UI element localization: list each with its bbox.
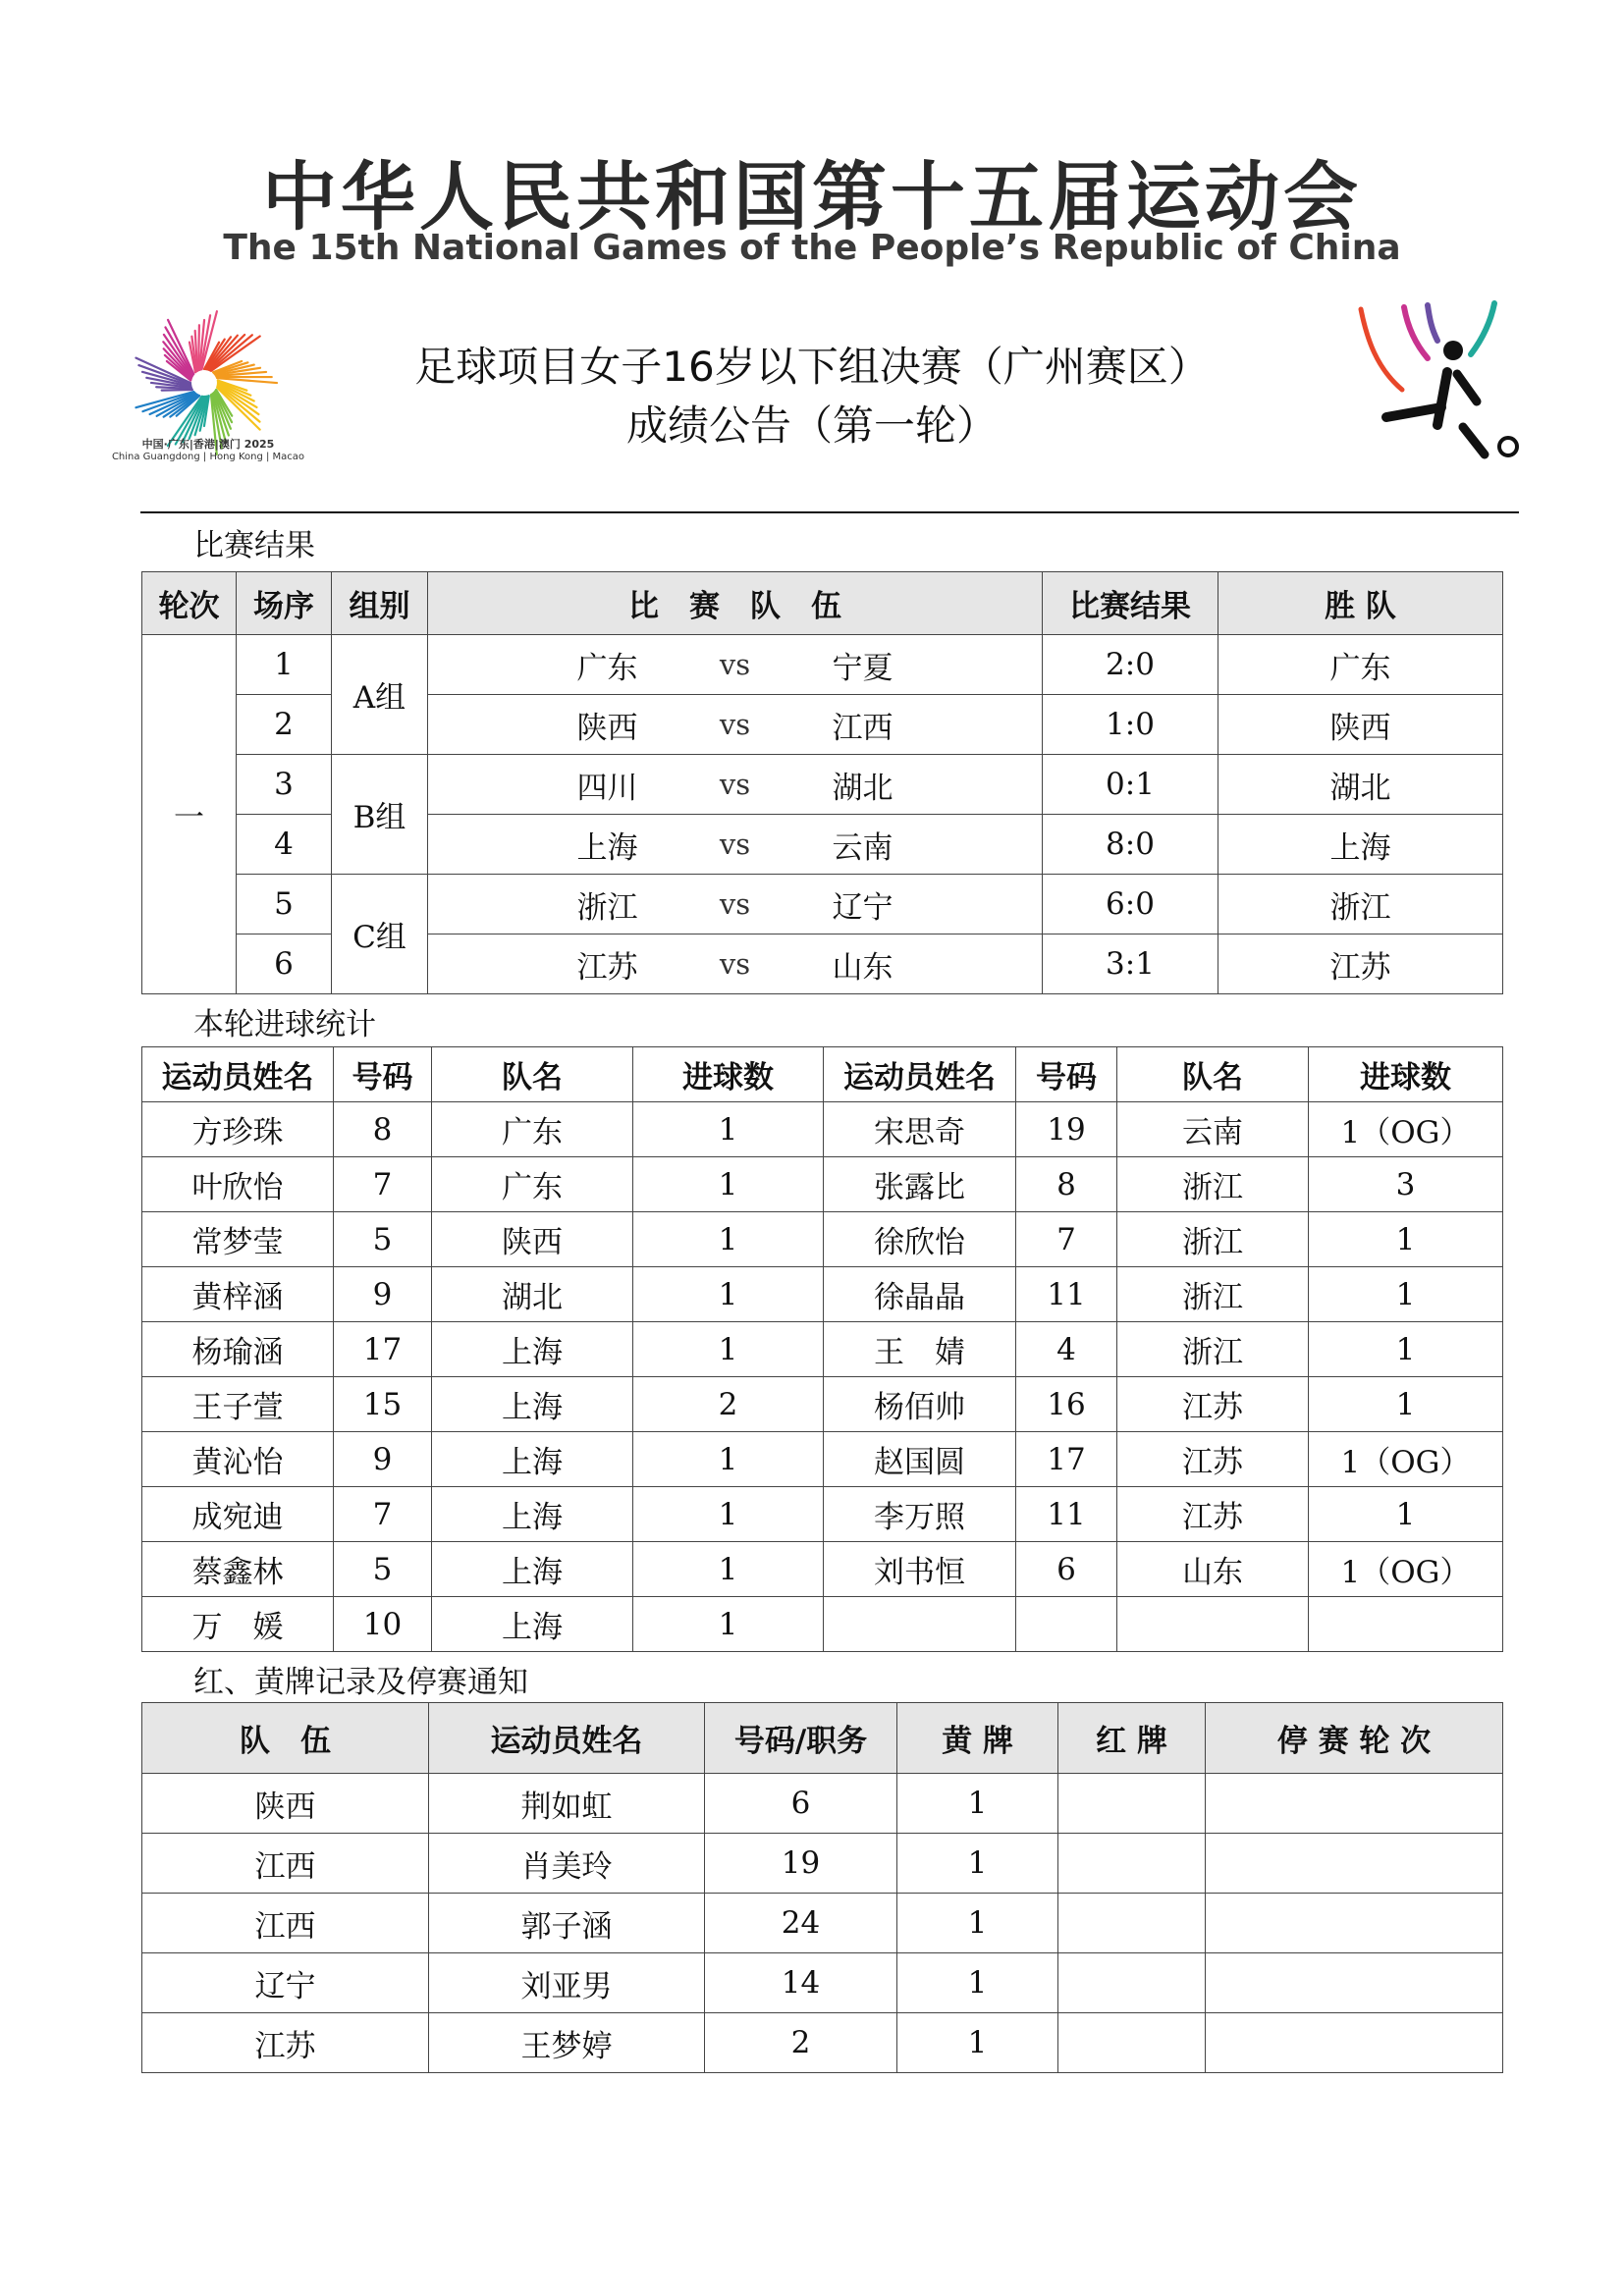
results-winner: 江苏 [1218,934,1503,994]
scorer-goals-right: 1（OG） [1309,1102,1503,1157]
results-home-team: 浙江 [576,889,638,926]
cards-row [142,1953,1503,2013]
results-match-no: 2 [237,695,332,755]
scorer-name-right: 杨佰帅 [824,1377,1016,1432]
results-vs-label: vs [719,828,751,861]
scorer-goals-left: 1 [633,1487,824,1542]
scorer-team-left: 上海 [432,1377,633,1432]
results-home-team: 四川 [576,770,638,806]
card-team: 江苏 [142,2013,429,2073]
scorer-team-left: 上海 [432,1487,633,1542]
scorer-name-right: 王 婧 [824,1322,1016,1377]
results-teams [428,875,1043,934]
results-group: B组 [332,755,428,875]
results-teams-wrap [428,643,1042,687]
scorer-team-right: 浙江 [1117,1212,1309,1267]
results-vs-label: vs [719,708,751,741]
card-yellow: 1 [897,1834,1058,1894]
scorer-number-left: 5 [334,1542,432,1597]
results-header-score: 比赛结果 [1043,572,1218,635]
scorer-goals-left: 1 [633,1597,824,1652]
scorer-number-left: 7 [334,1487,432,1542]
scorer-goals-right: 1 [1309,1267,1503,1322]
card-suspension [1206,1834,1503,1894]
scorers-row [142,1212,1503,1267]
scorers-row [142,1157,1503,1212]
scorers-row [142,1487,1503,1542]
results-header-teams: 比 赛 队 伍 [428,572,1043,635]
results-table [141,571,1503,994]
scorer-number-right [1016,1597,1117,1652]
results-away-team: 山东 [832,949,893,986]
card-number: 19 [705,1834,897,1894]
results-header-round: 轮次 [142,572,237,635]
logo-caption-cn: 中国·广东|香港|澳门 2025 [141,438,275,451]
cards-row [142,2013,1503,2073]
cards-header-yellow: 黄 牌 [897,1703,1058,1774]
results-away-team: 云南 [832,829,893,866]
results-score: 8:0 [1043,815,1218,875]
scorer-number-right: 16 [1016,1377,1117,1432]
scorer-goals-left: 1 [633,1157,824,1212]
scorer-name-right: 张露比 [824,1157,1016,1212]
results-home-team: 上海 [576,829,638,866]
results-winner: 陕西 [1218,695,1503,755]
card-player: 王梦婷 [429,2013,705,2073]
card-number: 2 [705,2013,897,2073]
scorer-name-right: 徐晶晶 [824,1267,1016,1322]
card-player: 荆如虹 [429,1774,705,1834]
results-teams [428,635,1043,695]
results-away-team: 辽宁 [832,889,893,926]
results-teams [428,815,1043,875]
card-player: 郭子涵 [429,1894,705,1953]
results-vs-label: vs [719,947,751,981]
card-red [1058,1774,1206,1834]
results-score: 0:1 [1043,755,1218,815]
cards-header-row [142,1703,1503,1774]
results-home-team: 广东 [576,650,638,686]
results-group: C组 [332,875,428,994]
scorer-team-right [1117,1597,1309,1652]
results-match-no: 5 [237,875,332,934]
scorers-header-goals-right: 进球数 [1309,1047,1503,1102]
scorer-name-left: 常梦莹 [142,1212,334,1267]
scorers-body [142,1102,1503,1652]
scorer-number-right: 6 [1016,1542,1117,1597]
scorer-number-left: 17 [334,1322,432,1377]
scorer-goals-left: 1 [633,1102,824,1157]
results-row [142,755,1503,815]
scorer-name-right: 徐欣怡 [824,1212,1016,1267]
scorers-row [142,1432,1503,1487]
results-header-row [142,572,1503,635]
card-team: 江西 [142,1894,429,1953]
cards-header-red: 红 牌 [1058,1703,1206,1774]
card-yellow: 1 [897,1774,1058,1834]
scorer-team-right: 江苏 [1117,1432,1309,1487]
results-winner: 湖北 [1218,755,1503,815]
scorer-team-left: 广东 [432,1102,633,1157]
scorers-row [142,1542,1503,1597]
scorer-number-right: 19 [1016,1102,1117,1157]
card-suspension [1206,2013,1503,2073]
scorers-header-number-left: 号码 [334,1047,432,1102]
scorer-team-left: 上海 [432,1597,633,1652]
results-header-group: 组别 [332,572,428,635]
scorer-team-right: 云南 [1117,1102,1309,1157]
scorer-number-left: 8 [334,1102,432,1157]
cards-header-suspension: 停 赛 轮 次 [1206,1703,1503,1774]
scorer-name-left: 万 媛 [142,1597,334,1652]
scorer-name-left: 方珍珠 [142,1102,334,1157]
results-teams [428,695,1043,755]
scorer-number-left: 9 [334,1432,432,1487]
cards-row [142,1834,1503,1894]
card-number: 14 [705,1953,897,2013]
event-title-en: The 15th National Games of the People’s Republic of China [223,228,1401,268]
card-yellow: 1 [897,2013,1058,2073]
scorer-goals-right: 1（OG） [1309,1542,1503,1597]
scorers-row [142,1267,1503,1322]
card-yellow: 1 [897,1894,1058,1953]
scorer-goals-right: 1 [1309,1322,1503,1377]
scorers-table [141,1046,1503,1652]
scorers-row [142,1377,1503,1432]
scorer-team-right: 江苏 [1117,1377,1309,1432]
scorers-header-name-right: 运动员姓名 [824,1047,1016,1102]
card-team: 辽宁 [142,1953,429,2013]
results-match-no: 1 [237,635,332,695]
results-vs-label: vs [719,648,751,681]
scorer-name-left: 杨瑜涵 [142,1322,334,1377]
results-score: 3:1 [1043,934,1218,994]
scorer-goals-left: 2 [633,1377,824,1432]
document-title-line1: 足球项目女子16岁以下组决赛（广州赛区） [414,343,1210,391]
results-header-match-no: 场序 [237,572,332,635]
results-vs-label: vs [719,887,751,921]
scorers-header-name-left: 运动员姓名 [142,1047,334,1102]
scorer-number-right: 8 [1016,1157,1117,1212]
scorer-team-right: 浙江 [1117,1322,1309,1377]
scorer-team-left: 湖北 [432,1267,633,1322]
scorer-name-left: 叶欣怡 [142,1157,334,1212]
scorer-number-left: 10 [334,1597,432,1652]
results-away-team: 湖北 [832,770,893,806]
scorer-name-left: 蔡鑫林 [142,1542,334,1597]
scorer-goals-left: 1 [633,1432,824,1487]
card-yellow: 1 [897,1953,1058,2013]
logo-caption-en: China Guangdong | Hong Kong | Macao [111,452,305,462]
results-match-no: 3 [237,755,332,815]
scorers-header-number-right: 号码 [1016,1047,1117,1102]
results-away-team: 宁夏 [832,650,893,686]
scorers-row [142,1322,1503,1377]
results-teams-wrap [428,763,1042,807]
scorers-header-goals-left: 进球数 [633,1047,824,1102]
scorer-name-left: 成宛迪 [142,1487,334,1542]
scorers-row [142,1102,1503,1157]
results-score: 1:0 [1043,695,1218,755]
scorer-goals-left: 1 [633,1322,824,1377]
scorer-name-left: 黄梓涵 [142,1267,334,1322]
card-player: 刘亚男 [429,1953,705,2013]
results-score: 6:0 [1043,875,1218,934]
scorer-name-right: 赵国圆 [824,1432,1016,1487]
scorer-name-right: 宋思奇 [824,1102,1016,1157]
cards-header-player: 运动员姓名 [429,1703,705,1774]
scorer-number-right: 4 [1016,1322,1117,1377]
results-teams-wrap [428,942,1042,987]
results-home-team: 陕西 [576,710,638,746]
card-suspension [1206,1953,1503,2013]
results-winner: 上海 [1218,815,1503,875]
scorer-number-left: 5 [334,1212,432,1267]
card-red [1058,1953,1206,2013]
results-teams [428,934,1043,994]
card-suspension [1206,1894,1503,1953]
scorers-section-label: 本轮进球统计 [193,1007,376,1042]
scorer-goals-right: 1 [1309,1487,1503,1542]
scorer-name-right: 李万照 [824,1487,1016,1542]
cards-section-label: 红、黄牌记录及停赛通知 [193,1665,528,1700]
scorer-name-right: 刘书恒 [824,1542,1016,1597]
scorers-header-team-right: 队名 [1117,1047,1309,1102]
card-team: 江西 [142,1834,429,1894]
cards-body [142,1774,1503,2073]
results-teams-wrap [428,882,1042,927]
card-suspension [1206,1774,1503,1834]
scorer-team-left: 上海 [432,1542,633,1597]
scorer-goals-right [1309,1597,1503,1652]
scorer-goals-right: 1 [1309,1212,1503,1267]
card-number: 6 [705,1774,897,1834]
scorer-number-right: 11 [1016,1487,1117,1542]
scorer-name-left: 王子萱 [142,1377,334,1432]
scorer-number-left: 9 [334,1267,432,1322]
results-teams [428,755,1043,815]
card-red [1058,2013,1206,2073]
scorers-row [142,1597,1503,1652]
scorer-number-left: 7 [334,1157,432,1212]
event-title-cn: 中华人民共和国第十五届运动会 [262,153,1362,240]
scorer-name-left: 黄沁怡 [142,1432,334,1487]
scorer-team-right: 浙江 [1117,1267,1309,1322]
results-teams-wrap [428,823,1042,867]
scorer-team-left: 上海 [432,1432,633,1487]
card-player: 肖美玲 [429,1834,705,1894]
results-winner: 浙江 [1218,875,1503,934]
scorers-header-team-left: 队名 [432,1047,633,1102]
scorer-goals-right: 1（OG） [1309,1432,1503,1487]
cards-row [142,1894,1503,1953]
results-group: A组 [332,635,428,755]
card-number: 24 [705,1894,897,1953]
document-title-line2: 成绩公告（第一轮） [625,401,998,450]
scorer-number-left: 15 [334,1377,432,1432]
scorer-number-right: 7 [1016,1212,1117,1267]
results-winner: 广东 [1218,635,1503,695]
scorer-goals-left: 1 [633,1542,824,1597]
results-header-winner: 胜 队 [1218,572,1503,635]
cards-header-team: 队 伍 [142,1703,429,1774]
results-vs-label: vs [719,768,751,801]
card-team: 陕西 [142,1774,429,1834]
scorer-team-right: 浙江 [1117,1157,1309,1212]
scorer-team-left: 陕西 [432,1212,633,1267]
cards-row [142,1774,1503,1834]
results-row [142,635,1503,695]
card-red [1058,1834,1206,1894]
card-red [1058,1894,1206,1953]
scorer-team-right: 山东 [1117,1542,1309,1597]
results-body [142,635,1503,994]
scorer-name-right [824,1597,1016,1652]
scorer-number-right: 17 [1016,1432,1117,1487]
results-round: 一 [142,635,237,994]
results-row [142,875,1503,934]
results-score: 2:0 [1043,635,1218,695]
scorer-goals-right: 3 [1309,1157,1503,1212]
results-section-label: 比赛结果 [193,528,315,563]
scorer-goals-right: 1 [1309,1377,1503,1432]
scorer-team-right: 江苏 [1117,1487,1309,1542]
results-away-team: 江西 [832,710,893,746]
scorer-number-right: 11 [1016,1267,1117,1322]
document-title [0,338,1624,455]
results-match-no: 6 [237,934,332,994]
scorer-goals-left: 1 [633,1212,824,1267]
results-home-team: 江苏 [576,949,638,986]
scorer-team-left: 广东 [432,1157,633,1212]
scorers-header-row [142,1047,1503,1102]
results-teams-wrap [428,703,1042,747]
cards-header-number: 号码/职务 [705,1703,897,1774]
header-divider [140,511,1519,513]
scorer-team-left: 上海 [432,1322,633,1377]
cards-table [141,1702,1503,2073]
scorer-goals-left: 1 [633,1267,824,1322]
results-match-no: 4 [237,815,332,875]
